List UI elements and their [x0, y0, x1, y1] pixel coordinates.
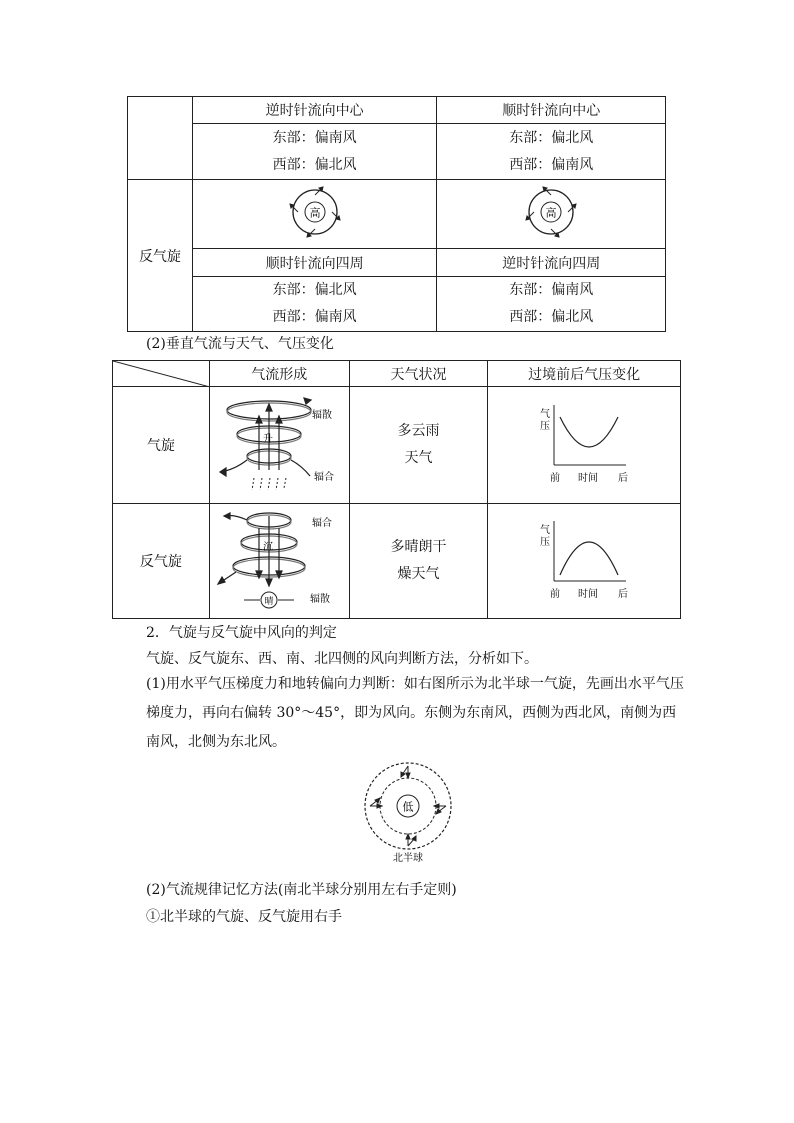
vertical-airflow-table [112, 360, 681, 619]
anticyclone-row-label: 反气旋 [128, 180, 193, 332]
cyclone-left-direction: 逆时针流向中心 [192, 97, 437, 124]
x-time: 时间 [578, 589, 599, 600]
sunny-label: 晴 [264, 597, 274, 607]
cyclone-right-west: 西部：偏南风 [509, 156, 594, 173]
anticyclone-weather-line1: 多晴朗干 [390, 539, 447, 555]
anticyclone-right-east: 东部：偏南风 [509, 282, 594, 298]
anticyclone-weather-line2: 燥天气 [397, 566, 440, 582]
anticyclone-weather [349, 504, 488, 619]
paragraph-1: 气旋、反气旋东、西、南、北四侧的风向判断方法，分析如下。 [146, 651, 538, 667]
x-before: 前 [550, 589, 561, 600]
convergence-label: 辐合 [314, 472, 335, 483]
anticyclone-pressure-curve [534, 517, 634, 601]
empty-row-label [128, 97, 193, 180]
paragraph-3: (2)气流规律记忆方法(南北半球分别用左右手定则) [146, 882, 457, 898]
cyclone-weather [349, 387, 488, 504]
y-label-1: 气 [540, 409, 551, 420]
convergence-label: 辐合 [312, 518, 333, 529]
sink-label: 沉 [263, 542, 274, 553]
cyclone-label: 气旋 [113, 387, 210, 504]
anticyclone-airflow-figure [209, 504, 349, 619]
anticyclone-spiral-icon [214, 506, 344, 612]
anticyclone-left-east: 东部：偏北风 [272, 282, 357, 298]
heading-2: 2．气旋与反气旋中风向的判定 [146, 625, 337, 641]
high-pressure-clockwise-icon [285, 183, 345, 241]
anticyclone-right-diagram [437, 180, 666, 249]
anticyclone-pressure-graph [488, 504, 681, 619]
cyclone-pressure-graph [488, 387, 681, 504]
cyclone-weather-line2: 天气 [404, 450, 433, 466]
header-pressure-change: 过境前后气压变化 [488, 361, 681, 387]
high-pressure-counterclockwise-icon [521, 183, 581, 241]
cyclone-right-direction: 顺时针流向中心 [437, 97, 666, 124]
anticyclone-right-west: 西部：偏北风 [509, 309, 594, 325]
y-label-1: 气 [540, 525, 551, 536]
rise-label: 升 [263, 434, 274, 445]
x-time: 时间 [578, 473, 599, 484]
header-weather: 天气状况 [349, 361, 488, 387]
low-label: 低 [402, 800, 414, 814]
high-label: 高 [545, 206, 557, 220]
cyclone-pressure-curve [534, 401, 634, 485]
cyclone-left-west: 西部：偏北风 [272, 156, 357, 173]
anticyclone-left-diagram [192, 180, 437, 249]
anticyclone-right-winds [437, 277, 666, 332]
cyclone-left-winds [192, 124, 437, 180]
figure-caption: 北半球 [393, 853, 423, 864]
anticyclone-left-direction: 顺时针流向四周 [192, 249, 437, 277]
cyclone-weather-line1: 多云雨 [397, 423, 440, 439]
cyclone-right-winds [437, 124, 666, 180]
cyclone-right-east: 东部：偏北风 [509, 129, 594, 146]
northern-hemisphere-cyclone-figure [358, 762, 458, 864]
anticyclone-left-winds [192, 277, 437, 332]
cyclone-left-east: 东部：偏南风 [272, 129, 357, 146]
wind-direction-table [127, 96, 666, 332]
diagonal-header-cell [113, 361, 210, 387]
paragraph-4: ①北半球的气旋、反气旋用右手 [146, 909, 342, 925]
x-after: 后 [618, 473, 629, 484]
x-before: 前 [550, 473, 561, 484]
high-label: 高 [309, 206, 321, 220]
cyclone-spiral-icon [214, 390, 344, 496]
anticyclone-label: 反气旋 [113, 504, 210, 619]
cyclone-airflow-figure [209, 387, 349, 504]
anticyclone-right-direction: 逆时针流向四周 [437, 249, 666, 277]
paragraph-2: (1)用水平气压梯度力和地转偏向力判断：如右图所示为北半球一气旋，先画出水平气压梯度力，再向右偏转 30°～45°，即为风向。东侧为东南风，西侧为西北风，南侧为西南风，北侧为东北风。 [146, 676, 684, 750]
divergence-label: 辐散 [310, 594, 331, 605]
header-airflow: 气流形成 [209, 361, 349, 387]
x-after: 后 [618, 589, 629, 600]
section-2-title: (2)垂直气流与天气、气压变化 [146, 336, 334, 352]
divergence-label: 辐散 [312, 410, 333, 421]
diagonal-line [113, 361, 210, 387]
y-label-2: 压 [540, 421, 551, 432]
anticyclone-left-west: 西部：偏南风 [272, 309, 357, 325]
y-label-2: 压 [540, 537, 551, 548]
